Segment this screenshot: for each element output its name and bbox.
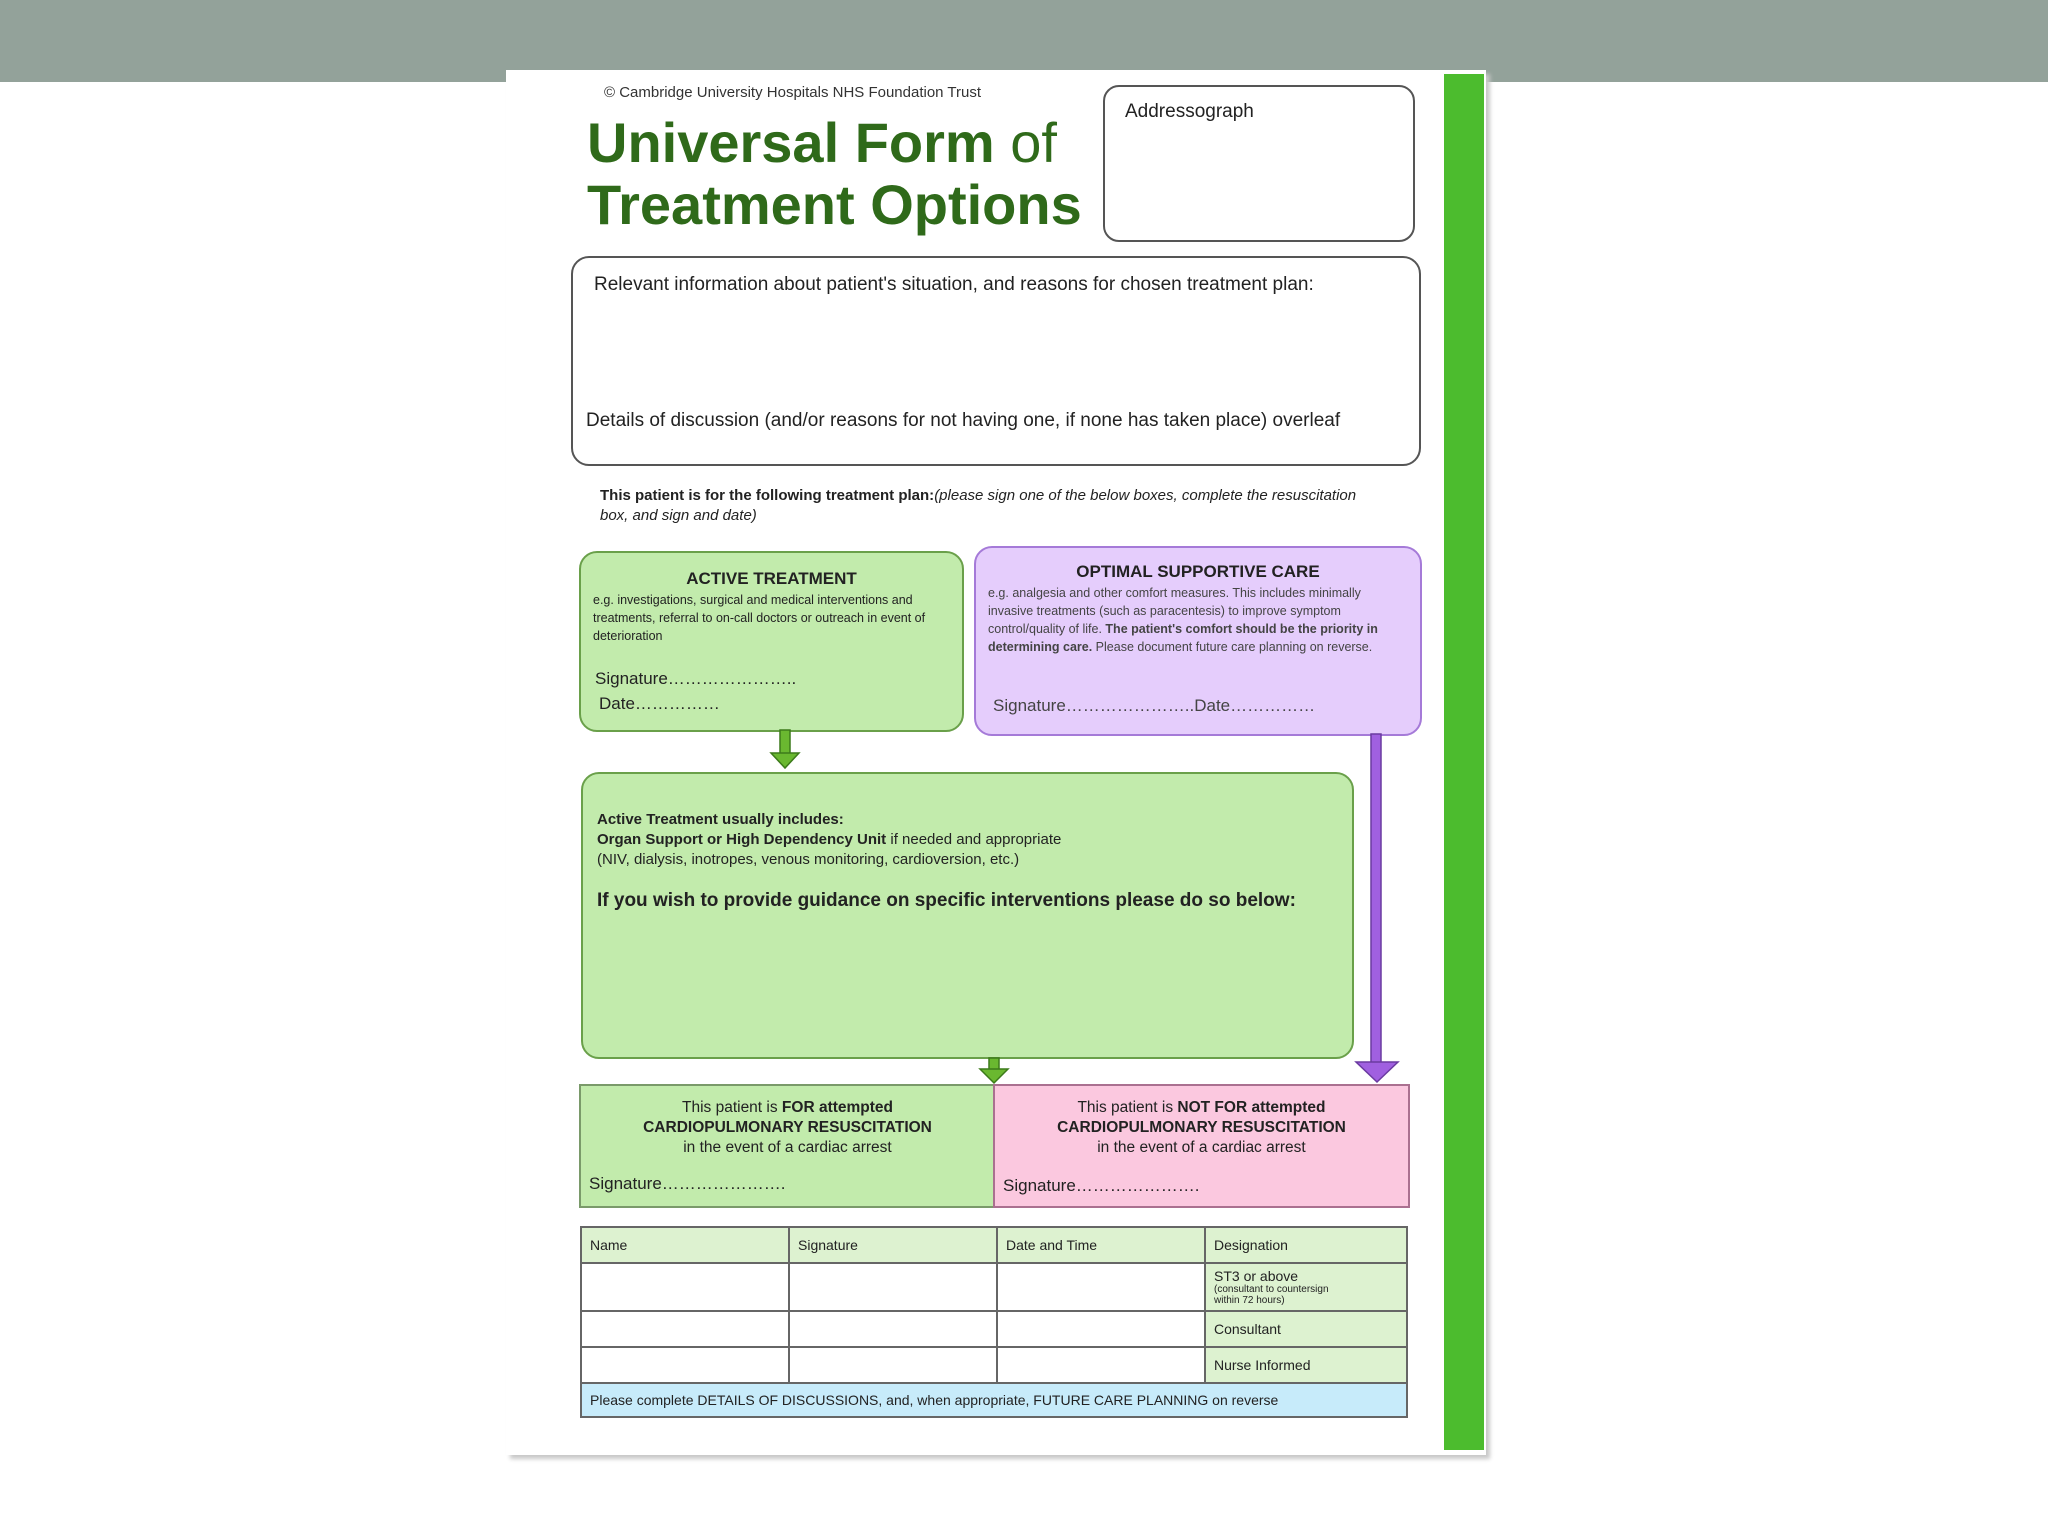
cpr-for-pre: This patient is bbox=[681, 1099, 782, 1116]
cpr-not-line3: in the event of a cardiac arrest bbox=[1097, 1139, 1306, 1156]
title-of: of bbox=[1010, 111, 1057, 174]
arrow-active-to-includes bbox=[771, 730, 799, 768]
header-signature: Signature bbox=[789, 1227, 997, 1263]
includes-line2-rest: if needed and appropriate bbox=[886, 831, 1062, 848]
info-prompt: Relevant information about patient's situation, and reasons for chosen treatment plan: bbox=[594, 274, 1314, 295]
cpr-not-bold: NOT FOR attempted bbox=[1177, 1099, 1326, 1116]
arrow-includes-to-cpr bbox=[980, 1058, 1008, 1083]
copyright-notice: © Cambridge University Hospitals NHS Foundation Trust bbox=[604, 84, 982, 101]
active-treatment-heading: ACTIVE TREATMENT bbox=[686, 569, 857, 588]
header-name: Name bbox=[581, 1227, 789, 1263]
st3-label: ST3 or above bbox=[1214, 1268, 1299, 1284]
cpr-for-line3: in the event of a cardiac arrest bbox=[683, 1139, 892, 1156]
active-date-line[interactable]: Date…………… bbox=[599, 694, 720, 713]
table-footer-note: Please complete DETAILS OF DISCUSSIONS, and, when appropriate, FUTURE CARE PLANNING on reverse bbox=[581, 1383, 1407, 1417]
cpr-for-line2: CARDIOPULMONARY RESUSCITATION bbox=[643, 1119, 932, 1136]
cpr-not-pre: This patient is bbox=[1077, 1099, 1178, 1116]
includes-line3: (NIV, dialysis, inotropes, venous monitoring, cardioversion, etc.) bbox=[597, 851, 1020, 868]
supportive-desc-b: Please document future care planning on reverse. bbox=[1092, 640, 1373, 654]
title-line2: Treatment Options bbox=[587, 173, 1082, 236]
includes-line1: Active Treatment usually includes: bbox=[597, 811, 844, 828]
cpr-not-signature[interactable]: Signature…………………. bbox=[1003, 1176, 1200, 1195]
st3-note: (consultant to countersign within 72 hours) bbox=[1214, 1284, 1329, 1306]
supportive-signature-date-line[interactable]: Signature…………………..Date…………… bbox=[993, 696, 1316, 715]
addressograph-label: Addressograph bbox=[1125, 101, 1254, 122]
includes-line2-bold: Organ Support or High Dependency Unit bbox=[597, 831, 887, 848]
arrow-supportive-to-not-cpr bbox=[1356, 734, 1398, 1082]
header-designation: Designation bbox=[1205, 1227, 1407, 1263]
title-line1: Universal Form bbox=[587, 111, 995, 174]
supportive-desc-bold: The patient's comfort should be the priority in determining care. bbox=[988, 622, 1378, 654]
cpr-not-line2: CARDIOPULMONARY RESUSCITATION bbox=[1057, 1119, 1346, 1136]
plan-instruction-bold: This patient is for the following treatment plan: bbox=[600, 487, 935, 504]
guidance-prompt: If you wish to provide guidance on specific interventions please do so below: bbox=[597, 890, 1296, 911]
designation-consultant: Consultant bbox=[1205, 1311, 1407, 1347]
plan-instruction-italic: (please sign one of the below boxes, complete the resuscitation box, and sign and date) bbox=[600, 487, 1357, 524]
discussion-note: Details of discussion (and/or reasons for not having one, if none has taken place) overleaf bbox=[586, 410, 1341, 431]
cpr-for-signature[interactable]: Signature…………………. bbox=[589, 1174, 786, 1193]
active-signature-line[interactable]: Signature………………….. bbox=[595, 669, 797, 688]
supportive-care-heading: OPTIMAL SUPPORTIVE CARE bbox=[1076, 562, 1320, 581]
designation-nurse: Nurse Informed bbox=[1205, 1347, 1407, 1383]
cpr-for-bold: FOR attempted bbox=[781, 1099, 894, 1116]
supportive-desc-a: e.g. analgesia and other comfort measures. This includes minimally invasive treatments (such as paracentesis) to improve symptom control/quality of life. bbox=[988, 586, 1361, 636]
header-date-time: Date and Time bbox=[997, 1227, 1205, 1263]
active-treatment-description: e.g. investigations, surgical and medical interventions and treatments, referral to on-call doctors or outreach in event of deterioration bbox=[593, 593, 926, 643]
